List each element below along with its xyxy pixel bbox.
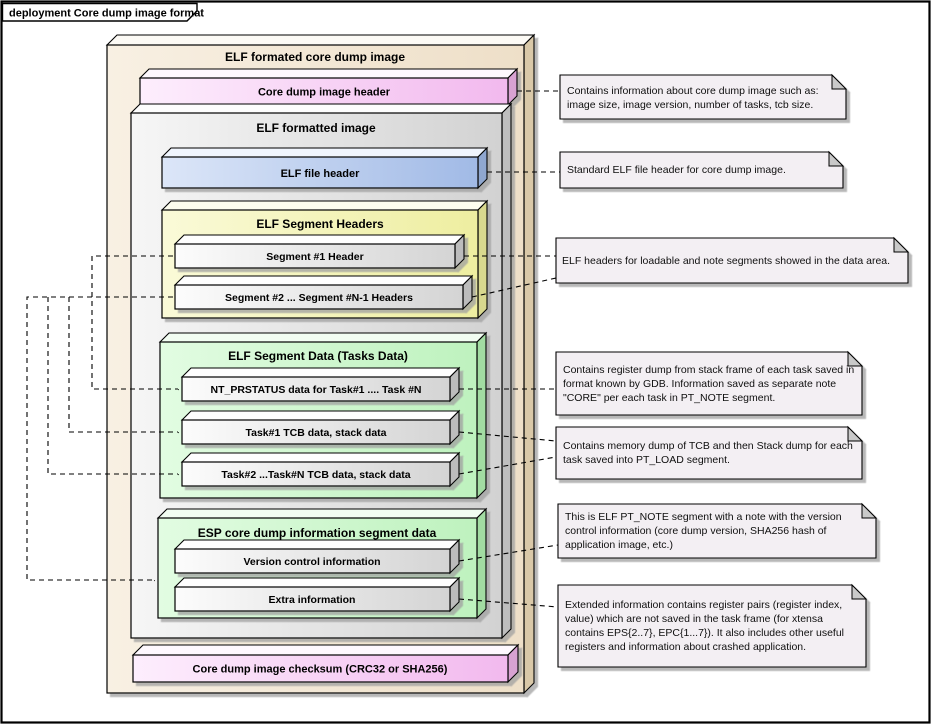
box-top-face xyxy=(160,333,486,342)
box-elf-formatted-image-title: ELF formatted image xyxy=(256,121,376,135)
box-elf-segment-data-title: ELF Segment Data (Tasks Data) xyxy=(228,349,408,363)
bar-elf-file-header-label: ELF file header xyxy=(280,168,360,180)
outer-box-title: ELF formated core dump image xyxy=(224,50,406,64)
bar-core-dump-header-label: Core dump image header xyxy=(257,86,391,99)
box-top-face xyxy=(182,453,459,462)
note-tcb-dump-text: Contains memory dump of TCB and then Stack dump for each task saved into PT_LOAD segment. xyxy=(563,440,853,466)
box-right-face xyxy=(478,201,487,318)
box-top-face xyxy=(140,69,517,78)
bar-nt-prstatus-label: NT_PRSTATUS data for Task#1 .... Task #N xyxy=(210,384,422,396)
box-top-face xyxy=(175,540,459,549)
bar-segment-2-headers-label: Segment #2 ... Segment #N-1 Headers xyxy=(225,292,413,304)
box-top-face xyxy=(133,645,518,655)
box-right-face xyxy=(502,104,511,638)
box-top-face xyxy=(131,104,511,113)
box-esp-core-dump-info-title: ESP core dump information segment data xyxy=(197,526,437,540)
note-extended-info xyxy=(558,585,866,667)
note-nt-prstatus xyxy=(556,352,862,415)
box-right-face xyxy=(477,333,486,498)
frame-tab-label: deployment Core dump image format xyxy=(9,7,204,20)
box-elf-segment-headers-title: ELF Segment Headers xyxy=(256,217,384,231)
bar-extra-information-label: Extra information xyxy=(268,594,356,606)
bar-version-control-label: Version control information xyxy=(243,556,381,568)
box-top-face xyxy=(162,201,487,210)
note-tcb-dump xyxy=(556,427,862,479)
note-elf-file-header xyxy=(560,152,843,188)
note-version-segment xyxy=(558,504,876,558)
box-top-face xyxy=(182,368,459,377)
box-top-face xyxy=(158,509,486,518)
bar-task1-tcb-label: Task#1 TCB data, stack data xyxy=(245,427,387,439)
note-elf-file-header-text: Standard ELF file header for core dump image. xyxy=(567,164,786,176)
note-segment-headers-text: ELF headers for loadable and note segments showed in the data area. xyxy=(562,254,891,267)
note-core-dump-header xyxy=(560,75,846,119)
box-right-face xyxy=(524,35,534,693)
note-version-segment-text: This is ELF PT_NOTE segment with a note with the version control information (core dump version, SHA256 hash of application image, etc.) xyxy=(565,511,842,551)
box-top-face xyxy=(175,235,464,244)
box-top-face xyxy=(175,578,459,587)
box-top-face xyxy=(107,35,534,45)
note-nt-prstatus-text: Contains register dump from stack frame of each task saved in format known by GDB. Information saved as separate note "CORE" per each task in PT_NOTE segment. xyxy=(563,363,855,404)
bar-task2-tcb-label: Task#2 ...Task#N TCB data, stack data xyxy=(221,469,411,481)
box-top-face xyxy=(175,276,472,285)
note-segment-headers xyxy=(556,238,908,283)
bar-checksum-label: Core dump image checksum (CRC32 or SHA256) xyxy=(192,663,448,676)
box-right-face xyxy=(477,509,486,618)
note-core-dump-header-text: Contains information about core dump image such as: image size, image version, number of tasks, tcb size. xyxy=(567,85,819,111)
box-top-face xyxy=(182,411,459,420)
note-extended-info-text: Extended information contains register pairs (register index, value) which are not saved in the task frame (for xtensa contains EPS{2..7}, EPC{1...7}). It also includes other useful registers and information about crashed application. xyxy=(565,599,845,653)
box-top-face xyxy=(162,148,487,157)
bar-segment-1-header-label: Segment #1 Header xyxy=(266,251,364,263)
